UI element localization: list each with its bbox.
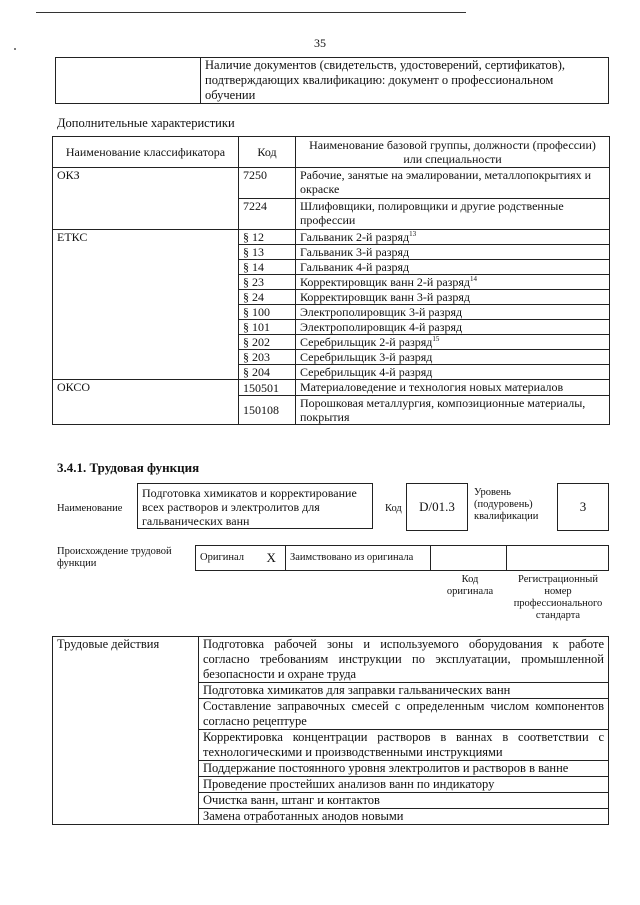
classifier-code: 150501	[239, 380, 296, 396]
classifier-name: ОКЗ	[53, 168, 239, 230]
classifier-code: § 12	[239, 230, 296, 245]
classifier-code: § 14	[239, 260, 296, 275]
top-rule	[36, 12, 466, 13]
classifier-code: § 13	[239, 245, 296, 260]
header-name: Наименование базовой группы, должности (профессии) или специальности	[296, 137, 610, 168]
occupation-text: Электрополировщик 4-й разряд	[300, 320, 463, 334]
classifier-code: § 24	[239, 290, 296, 305]
function-code-box: D/01.3	[406, 483, 468, 531]
classifier-occupation-name	[296, 260, 610, 275]
origin-table	[195, 545, 609, 571]
classifier-occupation-name	[296, 245, 610, 260]
classifier-occupation-name	[296, 168, 610, 199]
labor-action-item: Проведение простейших анализов ванн по индикатору	[199, 777, 609, 793]
classifier-code: § 23	[239, 275, 296, 290]
classifier-code: § 204	[239, 365, 296, 380]
classifier-occupation-name	[296, 305, 610, 320]
occupation-text: Серебрильщик 3-й разряд	[300, 350, 433, 364]
classifier-occupation-name	[296, 335, 610, 350]
classifier-code: 150108	[239, 396, 296, 425]
classifier-row	[53, 380, 610, 396]
labor-action-item: Подготовка рабочей зоны и используемого оборудования к работе согласно требованиям инструкции по эксплуатации, промышленной безопасности и охране труда	[199, 637, 609, 683]
borrowed-label: Заимствовано из оригинала	[286, 546, 431, 571]
education-table	[55, 57, 609, 104]
occupation-text: Серебрильщик 4-й разряд	[300, 365, 433, 379]
registration-number-cell	[507, 546, 609, 571]
footnote-mark: 15	[432, 335, 440, 343]
header-classifier: Наименование классификатора	[53, 137, 239, 168]
classifier-code: 7250	[239, 168, 296, 199]
occupation-text: Гальваник 2-й разряд	[300, 230, 410, 244]
labor-actions-table	[52, 636, 609, 825]
classifier-code: § 100	[239, 305, 296, 320]
occupation-text: Электрополировщик 3-й разряд	[300, 305, 463, 319]
footnote-mark: 14	[470, 275, 478, 283]
original-label: Оригинал	[196, 546, 258, 571]
labor-action-item: Составление заправочных смесей с определенным числом компонентов согласно рецептуре	[199, 699, 609, 730]
classifier-code: § 203	[239, 350, 296, 365]
education-row	[56, 58, 609, 104]
original-code-cell	[431, 546, 507, 571]
additional-characteristics-title: Дополнительные характеристики	[57, 116, 235, 130]
labor-action-item: Замена отработанных анодов новыми	[199, 809, 609, 825]
origin-row	[196, 546, 609, 571]
classifier-occupation-name	[296, 275, 610, 290]
classifier-occupation-name	[296, 199, 610, 230]
classifier-header-row	[53, 137, 610, 168]
classifier-code: 7224	[239, 199, 296, 230]
occupation-text: Порошковая металлургия, композиционные материалы, покрытия	[300, 396, 586, 424]
occupation-text: Рабочие, занятые на эмалировании, металлопокрытиях и окраске	[300, 168, 592, 196]
classifier-occupation-name	[296, 350, 610, 365]
classifier-occupation-name	[296, 365, 610, 380]
labor-action-item: Очистка ванн, штанг и контактов	[199, 793, 609, 809]
occupation-text: Гальваник 3-й разряд	[300, 245, 410, 259]
classifier-occupation-name	[296, 290, 610, 305]
footnote-mark: 13	[409, 230, 417, 238]
labor-action-row	[53, 637, 609, 683]
section-title: 3.4.1. Трудовая функция	[57, 460, 200, 475]
occupation-text: Гальваник 4-й разряд	[300, 260, 410, 274]
classifier-table	[52, 136, 610, 425]
labor-action-item: Поддержание постоянного уровня электролитов и растворов в ванне	[199, 761, 609, 777]
occupation-text: Шлифовщики, полировщики и другие родственные профессии	[300, 199, 564, 227]
classifier-name: ОКСО	[53, 380, 239, 425]
labor-action-item: Корректировка концентрации растворов в ваннах в соответствии с технологическими и производственными инструкциями	[199, 730, 609, 761]
classifier-row	[53, 230, 610, 245]
classifier-occupation-name	[296, 380, 610, 396]
original-mark: X	[258, 546, 286, 571]
classifier-occupation-name	[296, 230, 610, 245]
classifier-occupation-name	[296, 396, 610, 425]
classifier-name: ЕТКС	[53, 230, 239, 380]
occupation-text: Серебрильщик 2-й разряд	[300, 335, 433, 349]
classifier-row	[53, 168, 610, 199]
qualification-level-label: Уровень (подуровень) квалификации	[474, 487, 539, 522]
classifier-code: § 101	[239, 320, 296, 335]
header-code: Код	[239, 137, 296, 168]
page-number: 35	[314, 36, 326, 50]
education-text: Наличие документов (свидетельств, удостоверений, сертификатов), подтверждающих квалификацию: документ о профессиональном обучении	[201, 58, 609, 104]
occupation-text: Корректировщик ванн 2-й разряд	[300, 275, 471, 289]
classifier-occupation-name	[296, 320, 610, 335]
occupation-text: Корректировщик ванн 3-й разряд	[300, 290, 471, 304]
classifier-code: § 202	[239, 335, 296, 350]
registration-number-caption: Регистрационный номер профессионального стандарта	[513, 574, 603, 621]
occupation-text: Материаловедение и технология новых материалов	[300, 380, 564, 394]
function-code-label: Код	[385, 503, 402, 514]
labor-action-item: Подготовка химикатов для заправки гальванических ванн	[199, 683, 609, 699]
labor-actions-label: Трудовые действия	[53, 637, 199, 825]
function-name-label: Наименование	[57, 503, 123, 514]
original-code-caption: Код оригинала	[446, 574, 494, 597]
education-empty-cell	[56, 58, 201, 104]
function-origin-label: Происхождение трудовой функции	[57, 546, 172, 569]
function-name-box: Подготовка химикатов и корректирование всех растворов и электролитов для гальванических ванн	[137, 483, 373, 529]
qualification-level-box: 3	[557, 483, 609, 531]
